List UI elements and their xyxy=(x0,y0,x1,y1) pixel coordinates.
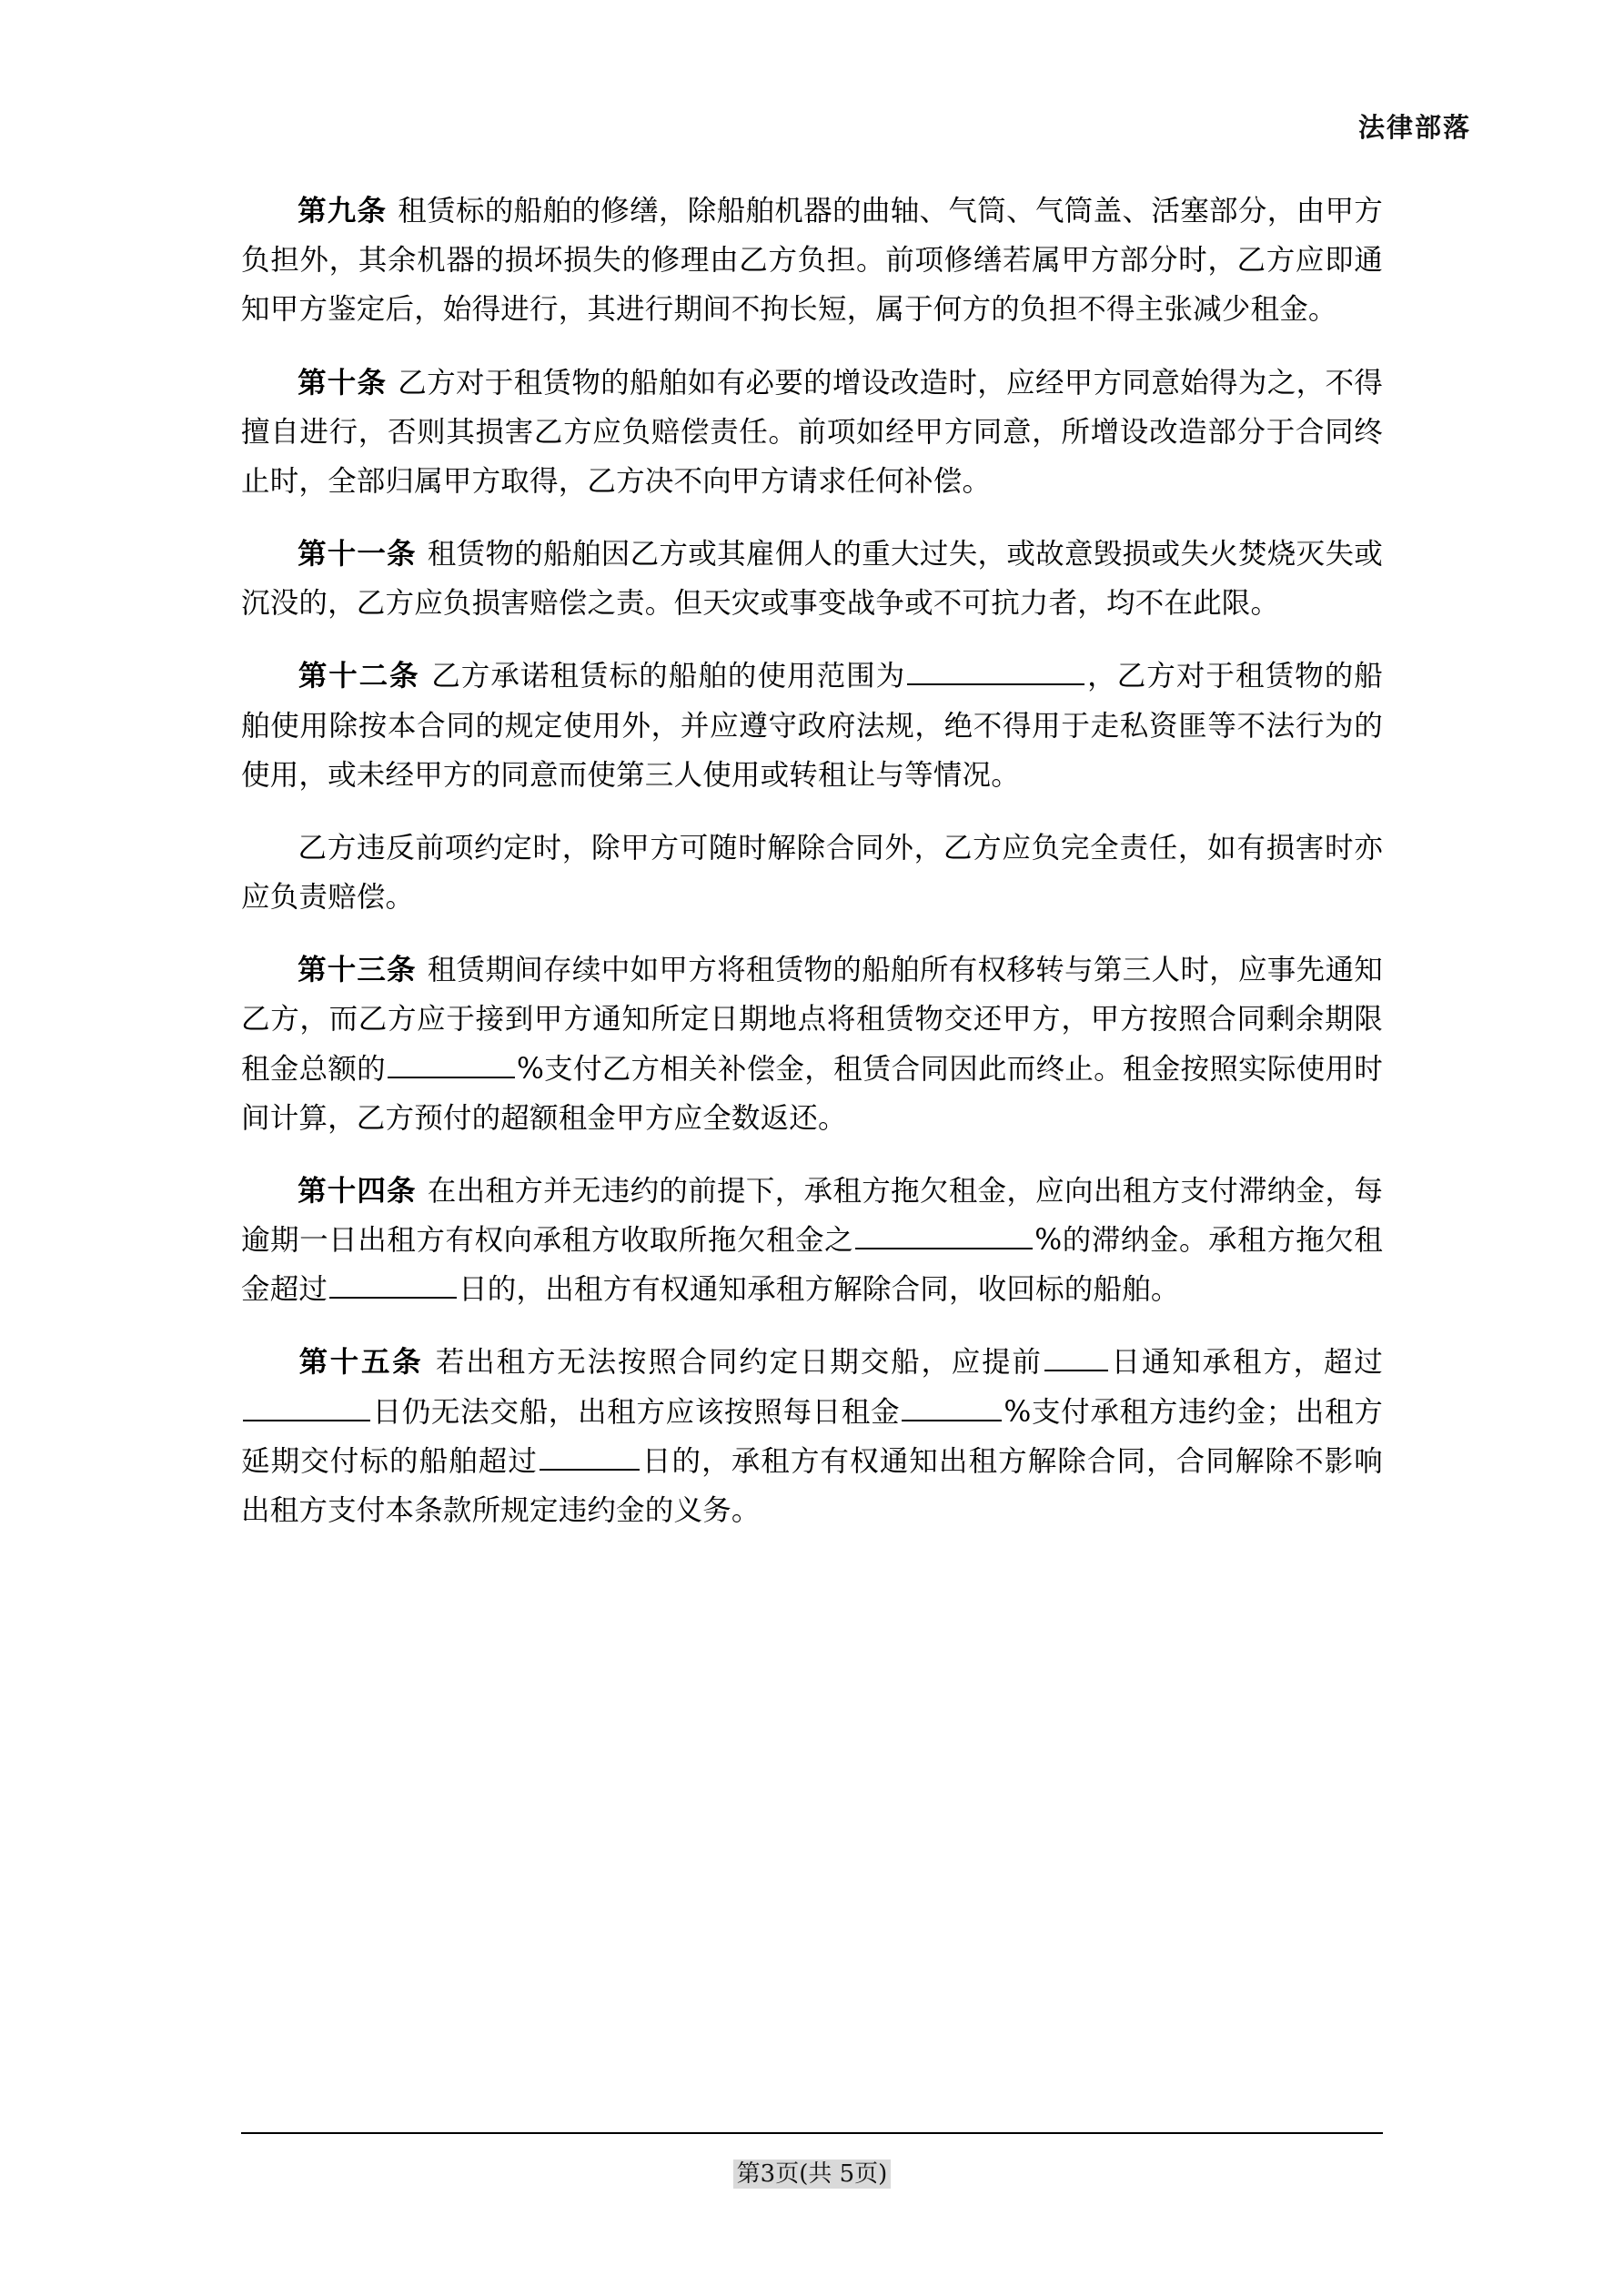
clause-text: 租赁标的船舶的修缮，除船舶机器的曲轴、气筒、气筒盖、活塞部分，由甲方负担外，其余机器的损坏损失的修理由乙方负担。前项修缮若属甲方部分时，乙方应即通知甲方鉴定后，始得进行，其进行期间不拘长短，属于何方的负担不得主张减少租金。 xyxy=(241,195,1383,327)
page-header-label: 法律部落 xyxy=(1357,112,1471,143)
clause-paragraph xyxy=(241,530,1383,628)
clause-text: 租赁物的船舶因乙方或其雇佣人的重大过失，或故意毁损或失火焚烧灭失或沉没的，乙方应负损害赔偿之责。但天灾或事变战争或不可抗力者，均不在此限。 xyxy=(241,538,1383,621)
clause-text: 乙方对于租赁物的船舶如有必要的增设改造时，应经甲方同意始得为之，不得擅自进行，否则其损害乙方应负赔偿责任。前项如经甲方同意，所增设改造部分于合同终止时，全部归属甲方取得，乙方决不向甲方请求任何补偿。 xyxy=(241,366,1383,498)
clause-paragraph xyxy=(241,1338,1383,1535)
fill-in-blank[interactable] xyxy=(329,1267,457,1299)
clause-number: 第十二条 xyxy=(298,660,420,693)
clause-text: %的滞纳金。承租方拖欠租金超过 xyxy=(241,1224,1383,1307)
clause-text: 若出租方无法按照合同约定日期交船，应提前 xyxy=(434,1346,1043,1380)
clause-text: 乙方违反前项约定时，除甲方可随时解除合同外，乙方应负完全责任，如有损害时亦应负责赔偿。 xyxy=(241,831,1383,915)
document-body xyxy=(241,187,1383,1559)
fill-in-blank[interactable] xyxy=(388,1047,515,1078)
clause-number: 第十四条 xyxy=(298,1174,417,1208)
fill-in-blank[interactable] xyxy=(855,1218,1033,1249)
footer-divider xyxy=(241,2132,1383,2134)
clause-text: %支付承租方违约金；出租方延期交付标的船舶超过 xyxy=(241,1395,1383,1478)
fill-in-blank[interactable] xyxy=(907,653,1084,685)
clause-paragraph xyxy=(241,359,1383,507)
clause-paragraph xyxy=(241,652,1383,800)
clause-number: 第十一条 xyxy=(298,538,417,571)
clause-text: 日通知承租方，超过 xyxy=(1109,1346,1383,1380)
clause-text: 乙方承诺租赁标的船舶的使用范围为 xyxy=(430,660,906,693)
page-footer xyxy=(0,2155,1624,2189)
clause-paragraph xyxy=(241,187,1383,335)
clause-text: %支付乙方相关补偿金，租赁合同因此而终止。租金按照实际使用时间计算，乙方预付的超额租金甲方应全数返还。 xyxy=(241,1052,1383,1135)
fill-in-blank[interactable] xyxy=(902,1390,1002,1421)
clause-number: 第十条 xyxy=(298,366,388,400)
clause-text: ，乙方对于租赁物的船舶使用除按本合同的规定使用外，并应遵守政府法规，绝不得用于走私资匪等不法行为的使用，或未经甲方的同意而使第三人使用或转租让与等情况。 xyxy=(241,660,1383,792)
fill-in-blank[interactable] xyxy=(1044,1340,1108,1371)
body-paragraph xyxy=(241,824,1383,922)
fill-in-blank[interactable] xyxy=(243,1390,370,1421)
clause-number: 第十三条 xyxy=(298,954,417,987)
page-number: 第3页(共 5页) xyxy=(733,2159,892,2189)
clause-paragraph xyxy=(241,1167,1383,1315)
clause-text: 在出租方并无违约的前提下，承租方拖欠租金，应向出租方支付滞纳金，每逾期一日出租方有权向承租方收取所拖欠租金之 xyxy=(241,1174,1383,1258)
clause-paragraph xyxy=(241,946,1383,1143)
clause-text: 日仍无法交船，出租方应该按照每日租金 xyxy=(372,1395,901,1429)
clause-text: 租赁期间存续中如甲方将租赁物的船舶所有权移转与第三人时，应事先通知乙方，而乙方应于接到甲方通知所定日期地点将租赁物交还甲方，甲方按照合同剩余期限租金总额的 xyxy=(241,954,1383,1086)
clause-text: 日的，承租方有权通知出租方解除合同，合同解除不影响出租方支付本条款所规定违约金的义务。 xyxy=(241,1444,1383,1527)
clause-number: 第九条 xyxy=(298,195,388,228)
clause-number: 第十五条 xyxy=(298,1346,424,1380)
fill-in-blank[interactable] xyxy=(540,1439,640,1471)
clause-text: 日的，出租方有权通知承租方解除合同，收回标的船舶。 xyxy=(459,1273,1180,1307)
